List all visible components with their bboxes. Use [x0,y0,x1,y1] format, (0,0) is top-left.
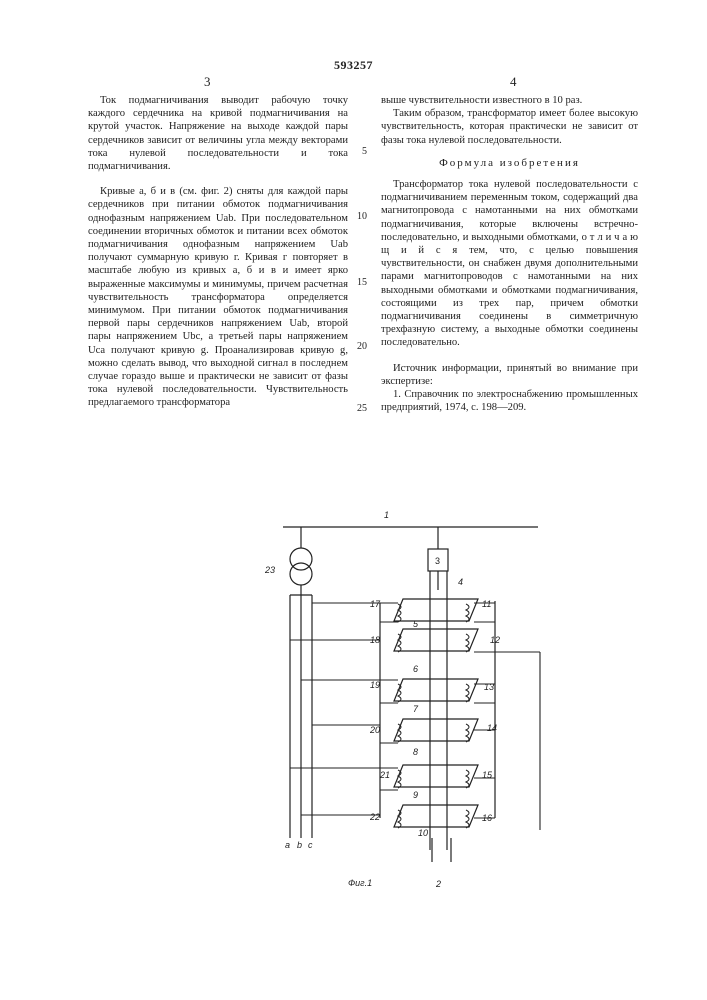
right-paragraph-2: Таким образом, трансформатор имеет более высокую чувствительность, которая практически не зависит от фазы тока нулевой последовательности. [381,108,638,146]
line-number-5: 5 [362,146,367,157]
label-13: 13 [484,682,495,692]
label-6: 6 [413,664,419,674]
label-15: 15 [482,770,493,780]
right-column-number: 4 [510,74,517,89]
label-1: 1 [384,510,390,520]
line-number-10: 10 [357,211,367,222]
label-21: 21 [380,770,391,780]
claims-heading: Формула изобретения [439,156,580,169]
label-4: 4 [458,577,464,587]
line-number-20: 20 [357,341,367,352]
label-8: 8 [413,747,419,757]
label-23: 23 [265,565,276,575]
line-number-15: 15 [357,277,367,288]
label-10: 10 [418,828,429,838]
label-11: 11 [482,599,492,609]
label-18: 18 [370,635,381,645]
source-reference: 1. Справочник по электроснабжению промышленных предприятий, 1974, с. 198—209. [381,389,638,414]
label-7: 7 [413,704,419,714]
claims-text: Трансформатор тока нулевой последовательности с подмагничиванием переменным током, содержащий два магнитопровода с намотанными на них обмотками подмагничивания, которые включены встречно-последовательно, и выходными обмотками, о т л и ч а ю щ и й с я тем, что, с целью повышения чувствительности, он снабжен двумя дополнительными парами магнитопроводов с намотанными на них выходными обмотками и обмотками подмагничивания, состоящими из трех пар, причем обмотки подмагничивания соединены в симметричную трехфазную систему, а выходные обмотки соединены последовательно. [381,179,638,349]
label-14: 14 [487,723,498,733]
source-heading: Источник информации, принятый во внимание при экспертизе: [381,362,638,387]
right-paragraph-1: выше чувствительности известного в 10 раз. [381,95,583,106]
patent-number: 593257 [334,58,373,72]
figure-caption: Фиг.1 [348,878,373,888]
label-a: a [285,840,291,850]
label-3: 3 [435,556,441,566]
left-paragraph-1: Ток подмагничивания выводит рабочую точку каждого сердечника на кривой подмагничивания на крутой участок. Напряжение на выходе каждой пары сердечников зависит от величины угла между векторами тока нулевой последовательности и тока подмагничивания. [88,95,348,173]
label-b: b [297,840,303,850]
label-19: 19 [370,680,381,690]
left-column-number: 3 [204,74,211,89]
label-9: 9 [413,790,419,800]
label-12: 12 [490,635,501,645]
line-number-25: 25 [357,403,367,414]
label-c: c [308,840,313,850]
label-5: 5 [413,619,419,629]
label-22: 22 [370,812,381,822]
label-20: 20 [370,725,381,735]
label-17: 17 [370,599,381,609]
label-16: 16 [482,813,493,823]
left-paragraph-2: Кривые а, б и в (см. фиг. 2) сняты для каждой пары сердечников при питании обмоток подмагничивания однофазным напряжением Uab. При последовательном соединении вторичных обмоток и питании всех обмоток подмагничивания однофазным напряжением Uab получают суммарную кривую г. Кривая г повторяет в масштабе любую из кривых а, б и в и имеет ярко выраженные максимумы и минимумы, причем расчетная чувствительность трансформатора определяется минимумом. При питании обмоток подмагничивания первой пары сердечников напряжением Uab, второй пары напряжением Ubc, а третьей пары напряжением Uca получают кривую g. Проанализировав кривую g, можно сделать вывод, что выходной сигнал в последнем случае гораздо выше и практически не зависит от фазы тока нулевой последовательности. Чувствительность предлагаемого трансформатора [88,186,348,409]
label-2: 2 [436,879,442,889]
